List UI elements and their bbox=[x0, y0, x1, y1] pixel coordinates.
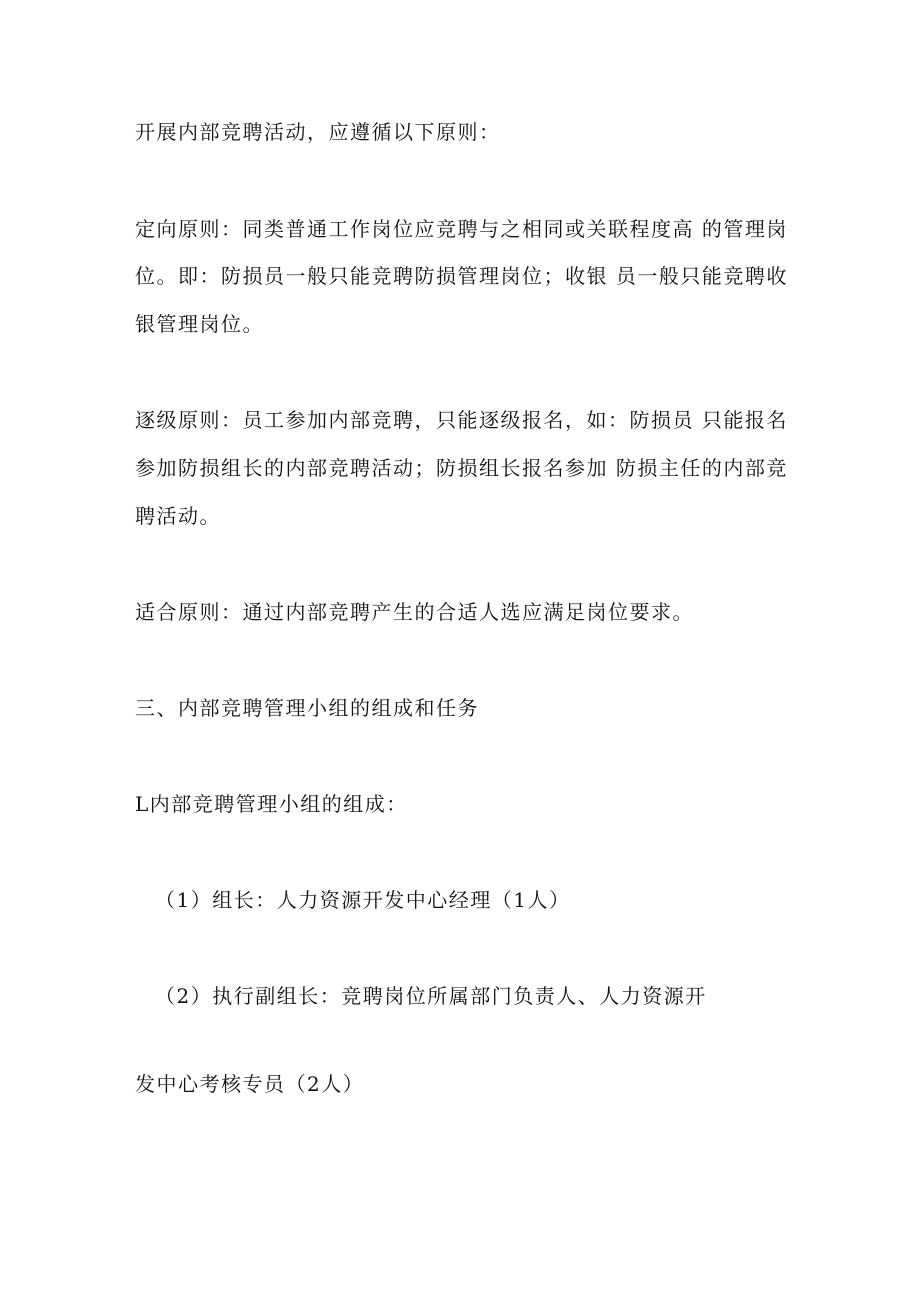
stepwise-principle-line-1: 逐级原则：员工参加内部竞聘，只能逐级报名，如：防损员 只能报名 bbox=[135, 408, 788, 432]
stepwise-principle-line-2: 参加防损组长的内部竞聘活动；防损组长报名参加 防损主任的内部竞 bbox=[135, 456, 788, 480]
directional-principle-line-3: 银管理岗位。 bbox=[135, 312, 264, 336]
directional-principle-line-2: 位。即：防损员一般只能竞聘防损管理岗位；收银 员一般只能竞聘收 bbox=[135, 264, 788, 288]
item-2-line-2: 发中心考核专员（2人） bbox=[135, 1072, 365, 1096]
item-2-line-1: （2）执行副组长：竞聘岗位所属部门负责人、人力资源开 bbox=[155, 984, 707, 1008]
directional-principle-line-1: 定向原则：同类普通工作岗位应竞聘与之相同或关联程度高 的管理岗 bbox=[135, 217, 788, 241]
section-three-heading: 三、内部竞聘管理小组的组成和任务 bbox=[135, 696, 479, 720]
subsection-one-heading: L内部竞聘管理小组的组成： bbox=[135, 792, 408, 816]
stepwise-principle-line-3: 聘活动。 bbox=[135, 504, 221, 528]
intro-paragraph: 开展内部竞聘活动，应遵循以下原则： bbox=[135, 120, 501, 144]
suitable-principle-paragraph: 适合原则：通过内部竞聘产生的合适人选应满足岗位要求。 bbox=[135, 600, 694, 624]
item-1-leader: （1）组长：人力资源开发中心经理（1人） bbox=[155, 888, 571, 912]
